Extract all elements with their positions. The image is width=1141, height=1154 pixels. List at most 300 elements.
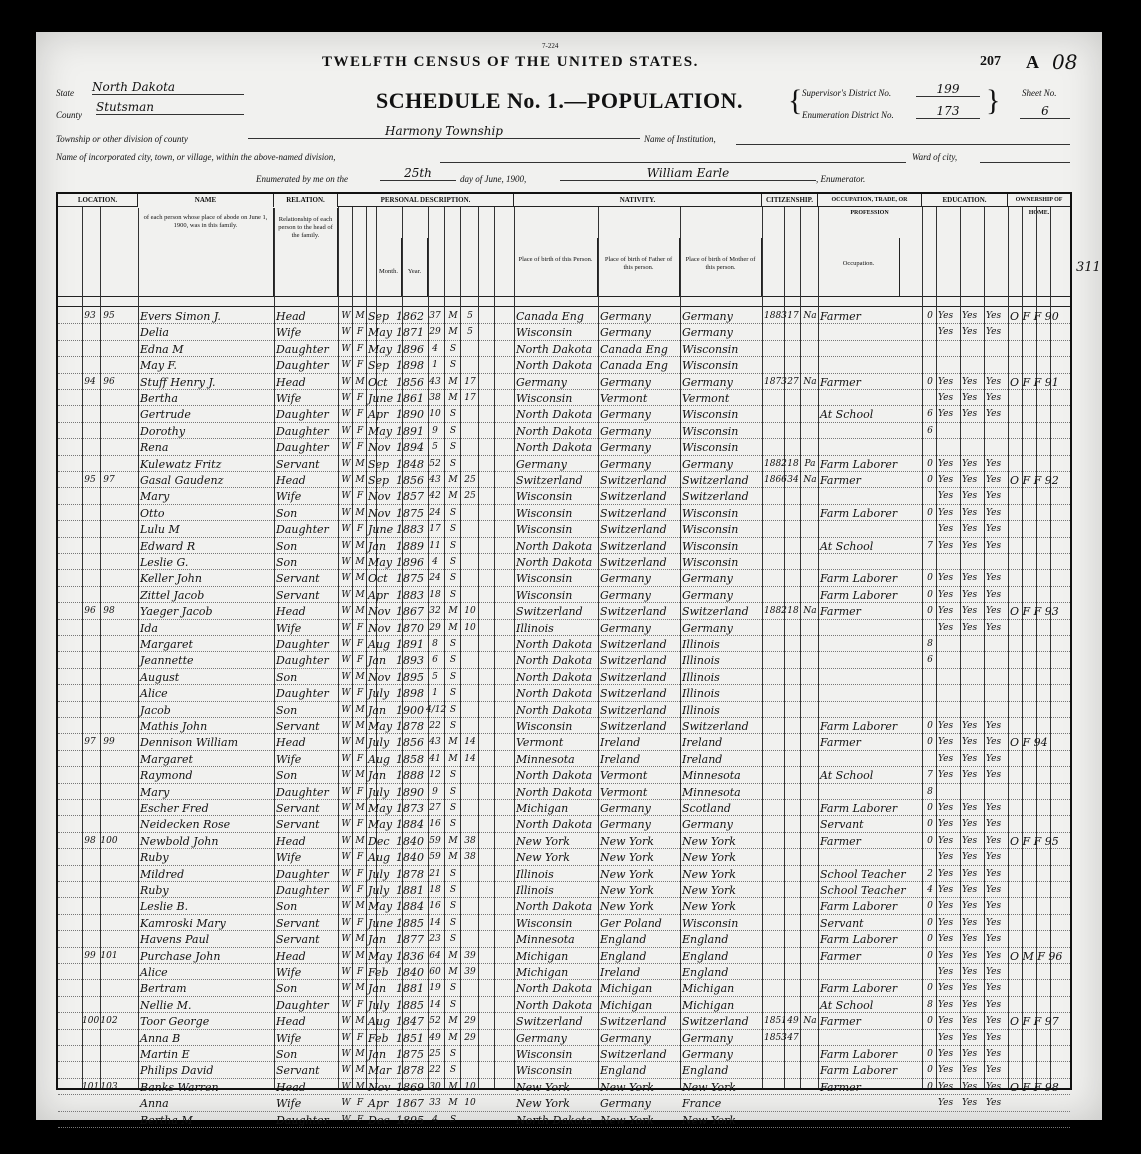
cell-s: F (356, 655, 364, 666)
cell-yr: 1875 (396, 1048, 424, 1061)
cell-bp: Illinois (516, 621, 554, 635)
cell-fb: Germany (600, 441, 651, 455)
cell-d (82, 849, 98, 865)
cell-ms: S (449, 671, 457, 682)
cell-e: Yes (986, 458, 1002, 469)
cell-d (82, 751, 98, 767)
cell-w: Yes (962, 327, 978, 338)
cell-r: Yes (938, 803, 954, 813)
cell-y (462, 882, 478, 898)
cell-r: Yes (938, 311, 954, 321)
cell-r: Yes (938, 589, 954, 600)
cell-imm (764, 652, 784, 668)
cell-mb: Germany (682, 457, 733, 471)
enumerator-label: , Enumerator. (816, 174, 866, 184)
cell-mo: June (368, 392, 394, 405)
cell-occ: At School (820, 769, 874, 783)
cell-own (1010, 816, 1068, 832)
cell-ms: M (448, 1016, 458, 1027)
cell-nat (802, 1046, 818, 1062)
cell-occ (820, 669, 920, 685)
cell-age: 18 (429, 885, 441, 895)
cell-w: Yes (962, 901, 978, 912)
cell-rel: Son (276, 1048, 298, 1061)
cell-name: Gasal Gaudenz (140, 474, 224, 487)
cell-mu: 2 (927, 868, 933, 879)
cell-nat (802, 341, 818, 357)
cell-imm (764, 521, 784, 537)
cell-d: 93 (84, 311, 96, 321)
cell-r: Yes (938, 835, 954, 846)
cell-us: 34 (787, 475, 799, 485)
cell-d (82, 882, 98, 898)
page-handwritten-number: 08 (1052, 50, 1078, 74)
cell-occ: At School (820, 408, 874, 422)
cell-c: W (341, 901, 351, 912)
cell-y (462, 915, 478, 931)
cell-y (462, 570, 478, 586)
cell-w: Yes (962, 917, 978, 928)
cell-r: Yes (938, 868, 954, 879)
cell-us (786, 390, 800, 406)
cell-r: Yes (938, 737, 954, 748)
cell-f (100, 997, 118, 1013)
cell-rel: Daughter (276, 998, 329, 1012)
cell-c: W (341, 343, 351, 354)
cell-own (1010, 390, 1068, 406)
cell-mb: Switzerland (682, 605, 749, 619)
name-column-header: of each person whose place of abode on June 1, 1900, was in this family. (138, 208, 274, 296)
cell-nat (802, 538, 818, 554)
cell-bp: North Dakota (516, 424, 593, 438)
cell-r: Yes (938, 409, 954, 420)
cell-d (82, 554, 98, 570)
cell-own (1010, 554, 1068, 570)
cell-own (1010, 570, 1068, 586)
cell-nat (802, 570, 818, 586)
cell-nat (802, 702, 818, 718)
cell-mu: 6 (927, 425, 933, 436)
cell-occ (820, 341, 920, 357)
cell-name: Rena (140, 441, 169, 455)
cell-occ (820, 784, 920, 800)
cell-ms: M (448, 311, 458, 321)
cell-r: Yes (938, 376, 954, 387)
table-row (58, 948, 1070, 964)
cell-y: 39 (464, 967, 476, 977)
cell-occ (820, 1095, 920, 1111)
cell-mu (924, 669, 936, 685)
cell-mu: 0 (927, 901, 933, 912)
cell-s: M (355, 1016, 365, 1027)
cell-name: Margaret (140, 752, 193, 766)
cell-f (100, 587, 118, 603)
cell-w: Yes (962, 1065, 978, 1076)
cell-nat: Na (803, 1016, 817, 1027)
cell-e (986, 702, 1008, 718)
cell-d (82, 816, 98, 832)
cell-d (82, 702, 98, 718)
table-row (58, 554, 1070, 570)
cell-d: 98 (84, 835, 96, 846)
cell-c: W (341, 688, 351, 699)
cell-c: W (341, 622, 351, 633)
cell-yr: 1885 (396, 916, 424, 930)
cell-w: Yes (962, 376, 978, 387)
cell-e: Yes (986, 1032, 1002, 1043)
cell-yr: 1877 (396, 933, 424, 947)
cell-s: F (356, 885, 364, 895)
cell-yr: 1890 (396, 785, 424, 799)
cell-r (938, 341, 960, 357)
cell-age: 19 (429, 983, 441, 994)
cell-r: Yes (938, 999, 954, 1010)
cell-c: W (341, 885, 351, 895)
cell-age: 16 (429, 819, 441, 830)
cell-r: Yes (938, 507, 954, 518)
cell-mu (924, 1112, 936, 1128)
cell-own: O F F 93 (1010, 605, 1059, 619)
cell-d (82, 505, 98, 521)
cell-occ: Farmer (820, 310, 861, 323)
cell-imm (764, 587, 784, 603)
cell-occ (820, 652, 920, 668)
cell-mo: Nov (368, 670, 391, 684)
cell-mu: 0 (927, 1081, 933, 1092)
cell-mb: Wisconsin (682, 342, 739, 356)
cell-f (100, 554, 118, 570)
cell-age: 59 (429, 852, 441, 863)
cell-mu: 8 (927, 639, 933, 649)
cell-e: Yes (986, 950, 1002, 961)
cell-bp: Wisconsin (516, 720, 573, 733)
table-row (58, 734, 1070, 750)
cell-own (1010, 685, 1068, 701)
cell-y: 25 (464, 491, 476, 502)
cell-nat (802, 866, 818, 882)
cell-bp: Germany (516, 375, 567, 389)
cell-us (786, 784, 800, 800)
cell-own (1010, 980, 1068, 996)
table-row (58, 833, 1070, 849)
cell-imm (764, 341, 784, 357)
cell-nat (802, 669, 818, 685)
cell-e: Yes (986, 983, 1002, 994)
cell-w: Yes (962, 999, 978, 1010)
cell-name: Anna B (140, 1031, 181, 1045)
cell-mo: Aug (368, 851, 391, 865)
cell-rel: Head (276, 310, 306, 323)
cell-yr: 1896 (396, 342, 424, 356)
table-row (58, 1046, 1070, 1062)
cell-y (462, 521, 478, 537)
cell-d: 100 (82, 1016, 100, 1027)
cell-age: 41 (429, 753, 441, 764)
cell-nat (802, 734, 818, 750)
cell-us (786, 587, 800, 603)
cell-bp: New York (516, 834, 570, 848)
cell-f (100, 406, 118, 422)
cell-f (100, 636, 118, 652)
institution-label: Name of Institution, (644, 134, 716, 144)
cell-f: 100 (100, 835, 118, 846)
cell-mb: Wisconsin (682, 916, 739, 930)
cell-e: Yes (986, 311, 1002, 321)
cell-s: F (356, 425, 364, 436)
cell-own (1010, 587, 1068, 603)
cell-yr: 1856 (396, 736, 424, 750)
cell-s: M (355, 721, 365, 731)
cell-s: M (355, 704, 365, 715)
cell-yr: 1873 (396, 802, 424, 815)
cell-bp: North Dakota (516, 998, 593, 1012)
enumerated-label: Enumerated by me on the (256, 174, 348, 184)
cell-occ: School Teacher (820, 867, 906, 881)
cell-rel: Wife (276, 752, 302, 766)
cell-imm: 1866 (764, 475, 787, 485)
cell-w: Yes (962, 803, 978, 813)
cell-w: Yes (962, 1049, 978, 1059)
cell-mo: Oct (368, 572, 388, 586)
cell-name: Leslie G. (140, 556, 189, 569)
cell-r: Yes (938, 819, 954, 830)
cell-bp: Wisconsin (516, 588, 573, 602)
cell-us: 47 (787, 1032, 799, 1043)
cell-e: Yes (986, 885, 1002, 895)
cell-bp: Wisconsin (516, 916, 573, 930)
cell-mb: Wisconsin (682, 506, 739, 520)
table-row (58, 521, 1070, 537)
cell-ms: S (449, 524, 457, 535)
cell-mu: 0 (927, 1016, 933, 1027)
cell-rel: Servant (276, 1064, 320, 1078)
cell-w: Yes (962, 721, 978, 731)
cell-fb: Ireland (600, 736, 641, 750)
cell-mo: Jan (368, 982, 387, 996)
cell-yr: 1883 (396, 588, 424, 602)
cell-ms: S (449, 557, 457, 567)
cell-r (938, 652, 960, 668)
cell-c: W (341, 753, 351, 764)
cell-r: Yes (938, 1098, 954, 1109)
cell-occ (820, 751, 920, 767)
cell-y (462, 898, 478, 914)
cell-us (786, 767, 800, 783)
cell-fb: Switzerland (600, 654, 667, 668)
cell-mo: June (368, 523, 394, 537)
cell-e: Yes (986, 589, 1002, 600)
cell-imm (764, 554, 784, 570)
cell-nat (802, 915, 818, 931)
cell-y: 10 (464, 1081, 476, 1092)
cell-mb: Illinois (682, 654, 720, 668)
cell-s: M (355, 573, 365, 584)
cell-mo: Nov (368, 490, 391, 504)
cell-own (1010, 1030, 1068, 1046)
cell-own: O F F 98 (1010, 1080, 1059, 1094)
cell-bp: Illinois (516, 884, 554, 897)
cell-imm (764, 538, 784, 554)
cell-w: Yes (962, 852, 978, 863)
cell-w: Yes (962, 1016, 978, 1027)
cell-nat (802, 997, 818, 1013)
cell-us (786, 423, 800, 439)
cell-imm (764, 390, 784, 406)
cell-rel: Daughter (276, 867, 329, 881)
cell-mu (924, 521, 936, 537)
cell-mu (924, 702, 936, 718)
cell-s: M (355, 1081, 365, 1092)
cell-r: Yes (938, 540, 954, 551)
cell-own (1010, 488, 1068, 504)
cell-own (1010, 620, 1068, 636)
cell-e: Yes (986, 770, 1002, 781)
cell-w (962, 554, 984, 570)
cell-mu (924, 620, 936, 636)
relation-column-header: Relationship of each person to the head of the family. (274, 208, 338, 296)
day-of-label: day of June, 1900, (460, 174, 527, 184)
cell-mb: Germany (682, 621, 733, 635)
cell-fb: Germany (600, 818, 651, 832)
cell-mu: 0 (927, 835, 933, 846)
cell-d (82, 898, 98, 914)
cell-name: Jacob (140, 703, 171, 717)
cell-d (82, 964, 98, 980)
cell-w: Yes (962, 835, 978, 846)
cell-ms: M (448, 393, 458, 403)
cell-name: Mary (140, 490, 170, 504)
cell-bp: North Dakota (516, 359, 593, 373)
table-row (58, 898, 1070, 914)
group-relation: RELATION. (274, 194, 338, 207)
cell-occ: Farm Laborer (820, 572, 898, 586)
cell-d (82, 406, 98, 422)
cell-yr: 1884 (396, 818, 424, 832)
cell-nat (802, 390, 818, 406)
table-row (58, 800, 1070, 816)
cell-c: W (341, 803, 351, 813)
cell-mb: England (682, 966, 729, 979)
cell-mo: Jan (368, 933, 387, 947)
cell-bp: Minnesota (516, 933, 575, 947)
cell-imm (764, 669, 784, 685)
cell-bp: Wisconsin (516, 1064, 573, 1078)
cell-occ (820, 554, 920, 570)
cell-us (786, 341, 800, 357)
cell-y (462, 538, 478, 554)
table-row (58, 1079, 1070, 1095)
cell-name: August (140, 670, 180, 684)
cell-ms: S (449, 409, 457, 420)
cell-imm (764, 718, 784, 734)
cell-ms: S (449, 507, 457, 518)
cell-r: Yes (938, 1081, 954, 1092)
table-row (58, 1013, 1070, 1029)
cell-us (786, 406, 800, 422)
cell-yr: 1840 (396, 966, 424, 979)
cell-rel: Head (276, 1015, 306, 1029)
cell-c: W (341, 639, 351, 649)
form-number: 7-224 (542, 42, 559, 50)
cell-f (100, 685, 118, 701)
cell-rel: Son (276, 506, 298, 520)
cell-age: 23 (429, 934, 441, 945)
cell-w (962, 702, 984, 718)
cell-ms: S (449, 704, 457, 715)
cell-us (786, 882, 800, 898)
cell-name: Yaeger Jacob (140, 605, 213, 619)
table-row (58, 931, 1070, 947)
cell-us (786, 357, 800, 373)
cell-bp: North Dakota (516, 900, 593, 914)
cell-imm (764, 406, 784, 422)
cell-own (1010, 866, 1068, 882)
cell-fb: New York (600, 1113, 654, 1127)
cell-nat (802, 1112, 818, 1128)
cell-d (82, 718, 98, 734)
cell-f (100, 423, 118, 439)
cell-f (100, 521, 118, 537)
cell-ms: S (449, 1114, 457, 1125)
cell-nat (802, 439, 818, 455)
page-letter: A (1026, 52, 1039, 72)
cell-nat (802, 751, 818, 767)
cell-fb: England (600, 1064, 647, 1078)
cell-nat (802, 980, 818, 996)
cell-us (786, 439, 800, 455)
cell-imm (764, 439, 784, 455)
cell-nat (802, 620, 818, 636)
cell-s: F (356, 1114, 364, 1125)
cell-c: W (341, 507, 351, 518)
cell-rel: Daughter (276, 523, 329, 537)
cell-occ: Farmer (820, 1080, 861, 1094)
cell-nat (802, 406, 818, 422)
cell-mu: 8 (927, 999, 933, 1010)
cell-f (100, 816, 118, 832)
cell-mu (924, 554, 936, 570)
cell-fb: Switzerland (600, 720, 667, 733)
cell-w: Yes (962, 540, 978, 551)
cell-c: W (341, 524, 351, 535)
cell-own: O F 94 (1010, 736, 1048, 750)
cell-yr: 1884 (396, 900, 424, 914)
cell-r (938, 1112, 960, 1128)
cell-name: Escher Fred (140, 802, 209, 815)
cell-imm (764, 816, 784, 832)
cell-name: Havens Paul (140, 933, 210, 947)
cell-mo: Sep (368, 457, 390, 471)
cell-mo: Jan (368, 769, 387, 783)
cell-s: F (356, 917, 364, 928)
cell-yr: 1847 (396, 1015, 424, 1029)
cell-age: 33 (429, 1098, 441, 1109)
census-title: TWELFTH CENSUS OF THE UNITED STATES. (322, 54, 699, 70)
cell-us (786, 718, 800, 734)
cell-nat (802, 1030, 818, 1046)
cell-w: Yes (962, 311, 978, 321)
cell-f (100, 702, 118, 718)
cell-mo: July (368, 867, 390, 881)
cell-e: Yes (986, 507, 1002, 518)
cell-f (100, 439, 118, 455)
cell-imm (764, 734, 784, 750)
cell-age: 18 (429, 589, 441, 600)
cell-r (938, 554, 960, 570)
cell-bp: Canada Eng (516, 310, 584, 323)
cell-name: Dennison William (140, 736, 239, 750)
cell-imm (764, 423, 784, 439)
